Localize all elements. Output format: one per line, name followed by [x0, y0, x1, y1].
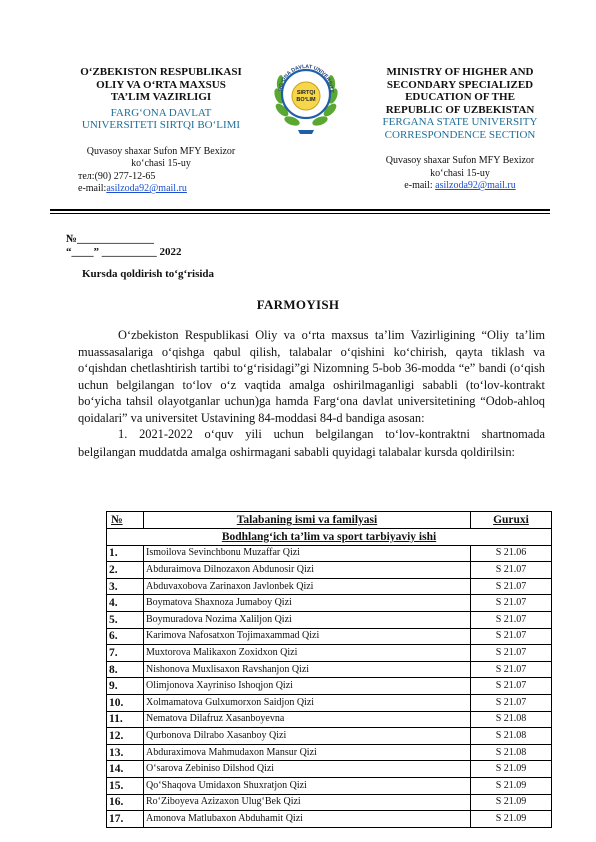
table-row	[107, 645, 552, 662]
table-row	[107, 811, 552, 828]
student-name: Abduraimova Dilnozaxon Abdunosir Qizi	[144, 562, 471, 579]
row-number: 15.	[107, 777, 144, 794]
row-number: 9.	[107, 678, 144, 695]
row-number: 13.	[107, 744, 144, 761]
student-name: Ismoilova Sevinchbonu Muzaffar Qizi	[144, 545, 471, 562]
logo-center-line1: SIRTQI	[296, 90, 316, 96]
student-name: Abduraximova Mahmudaxon Mansur Qizi	[144, 744, 471, 761]
section-title: Bodhlang‘ich ta’lim va sport tarbiyaviy ishi	[107, 529, 552, 546]
row-number: 17.	[107, 811, 144, 828]
table-row	[107, 711, 552, 728]
table-row	[107, 611, 552, 628]
document-number: №______________	[66, 233, 155, 245]
row-number: 8.	[107, 661, 144, 678]
email-line: e-mail:asilzoda92@mail.ru	[78, 183, 187, 194]
university-logo	[270, 56, 342, 138]
table-header-row	[107, 512, 552, 529]
email-line-en: e-mail: asilzoda92@mail.ru	[404, 180, 516, 191]
student-name: Amonova Matlubaxon Abduhamit Qizi	[144, 811, 471, 828]
student-name: Nematova Dilafruz Xasanboyevna	[144, 711, 471, 728]
student-name: Qurbonova Dilrabo Xasanboy Qizi	[144, 728, 471, 745]
student-name: Ro‘Ziboyeva Azizaxon Ulug‘Bek Qizi	[144, 794, 471, 811]
student-name: Boymatova Shaxnoza Jumaboy Qizi	[144, 595, 471, 612]
student-group: S 21.09	[471, 794, 552, 811]
header-right	[362, 66, 558, 193]
phone: тел:(90) 277-12-65	[78, 170, 156, 182]
email-link[interactable]: asilzoda92@mail.ru	[106, 183, 187, 194]
student-group: S 21.07	[471, 578, 552, 595]
document-title: FARMOYISH	[256, 297, 340, 312]
document-date: “____” __________ 2022	[66, 246, 182, 258]
student-group: S 21.07	[471, 645, 552, 662]
body-paragraph-1: O‘zbekiston Respublikasi Oliy va o‘rta maxsus ta’lim Vazirligining “Oliy ta’lim muassasalariga o‘qishga qabul qilish, talabalar o‘qishini ko‘chirish, qayta tiklash va o‘qishdan chetlashtirish tartibi to‘g‘risidagi”gi Nizomning 5-bob 36-modda “e” bandi (o‘qish uchun belgilangan to‘lov o‘z vaqtida amalga oshirilmaganligi sababli (to‘lov-kontrakt bo‘yicha tahsil olayotganlar uchun)ga hamda Farg‘ona davlat universitetining “Odob-ahloq qoidalari” va universitet Ustavining 84-moddasi 84-d bandiga asosan:	[78, 328, 545, 425]
row-number: 1.	[107, 545, 144, 562]
student-group: S 21.07	[471, 611, 552, 628]
table-row	[107, 777, 552, 794]
row-number: 11.	[107, 711, 144, 728]
ministry-name-en: MINISTRY OF HIGHER AND SECONDARY SPECIALIZED EDUCATION OF THE REPUBLIC OF UZBEKISTAN	[385, 66, 535, 116]
student-group: S 21.07	[471, 628, 552, 645]
university-name-en: FERGANA STATE UNIVERSITY CORRESPONDENCE SECTION	[382, 116, 538, 141]
student-name: O‘sarova Zebiniso Dilshod Qizi	[144, 761, 471, 778]
email-link-en[interactable]: asilzoda92@mail.ru	[435, 180, 516, 191]
row-number: 6.	[107, 628, 144, 645]
header-left	[56, 66, 266, 196]
student-group: S 21.07	[471, 694, 552, 711]
table-row	[107, 661, 552, 678]
table-row	[107, 728, 552, 745]
student-group: S 21.08	[471, 744, 552, 761]
table-row	[107, 694, 552, 711]
ministry-name-uz: O‘ZBEKISTON RESPUBLIKASI OLIY VA O‘RTA MAXSUS TA’LIM VAZIRLIGI	[80, 66, 242, 103]
logo-center-line2: BO‘LIM	[296, 97, 316, 103]
table-row	[107, 678, 552, 695]
body-paragraph-2: 1. 2021-2022 o‘quv yili uchun belgilangan to‘lov-kontraktni shartnomada belgilangan muddatda amalga oshirmagani sababli quyidagi talabalar kursda qoldirilsin:	[78, 427, 545, 459]
student-group: S 21.09	[471, 777, 552, 794]
table-row	[107, 545, 552, 562]
row-number: 14.	[107, 761, 144, 778]
row-number: 4.	[107, 595, 144, 612]
student-name: Boymuradova Nozima Xaliljon Qizi	[144, 611, 471, 628]
header-group: Guruxi	[471, 512, 552, 529]
table-row	[107, 761, 552, 778]
table-row	[107, 595, 552, 612]
row-number: 10.	[107, 694, 144, 711]
document-body	[78, 327, 545, 461]
table-row	[107, 794, 552, 811]
row-number: 3.	[107, 578, 144, 595]
student-group: S 21.06	[471, 545, 552, 562]
student-group: S 21.09	[471, 761, 552, 778]
header-num: №	[107, 512, 144, 529]
table-row	[107, 578, 552, 595]
student-name: Nishonova Muxlisaxon Ravshanjon Qizi	[144, 661, 471, 678]
row-number: 5.	[107, 611, 144, 628]
student-group: S 21.07	[471, 678, 552, 695]
student-name: Xolmamatova Gulxumorxon Saidjon Qizi	[144, 694, 471, 711]
row-number: 16.	[107, 794, 144, 811]
student-group: S 21.08	[471, 728, 552, 745]
student-name: Muxtorova Malikaxon Zoxidxon Qizi	[144, 645, 471, 662]
header-name: Talabaning ismi va familyasi	[144, 512, 471, 529]
logo-arc-text: RG‘ONA DAVLAT UNIVERSITE	[277, 63, 335, 94]
row-number: 7.	[107, 645, 144, 662]
row-number: 2.	[107, 562, 144, 579]
student-group: S 21.07	[471, 562, 552, 579]
logo-ribbon	[298, 130, 314, 134]
student-group: S 21.08	[471, 711, 552, 728]
header-divider-thin	[50, 213, 550, 214]
student-name: Karimova Nafosatxon Tojimaxammad Qizi	[144, 628, 471, 645]
student-group: S 21.07	[471, 661, 552, 678]
section-row	[107, 529, 552, 546]
table-row	[107, 628, 552, 645]
document-subject: Kursda qoldirish to‘g‘risida	[82, 268, 215, 280]
address-en: Quvasoy shaxar Sufon MFY Bexizor ko‘chasi 15-uy e-mail: asilzoda92@mail.ru	[362, 155, 558, 193]
student-name: Qo‘Shaqova Umidaxon Shuxratjon Qizi	[144, 777, 471, 794]
student-name: Olimjonova Xayriniso Ishoqjon Qizi	[144, 678, 471, 695]
student-name: Abduvaxobova Zarinaxon Javlonbek Qizi	[144, 578, 471, 595]
student-group: S 21.09	[471, 811, 552, 828]
students-table	[106, 511, 552, 828]
row-number: 12.	[107, 728, 144, 745]
table-row	[107, 562, 552, 579]
university-name-uz: FARG‘ONA DAVLAT UNIVERSITETI SIRTQI BO‘LIMI	[81, 106, 241, 131]
address-uz: Quvasoy shaxar Sufon MFY Bexizor ko‘chasi 15-uy тел:(90) 277-12-65 e-mail:asilzoda92@mail.ru	[56, 146, 266, 196]
student-group: S 21.07	[471, 595, 552, 612]
header-divider-thick	[50, 209, 550, 211]
table-row	[107, 744, 552, 761]
